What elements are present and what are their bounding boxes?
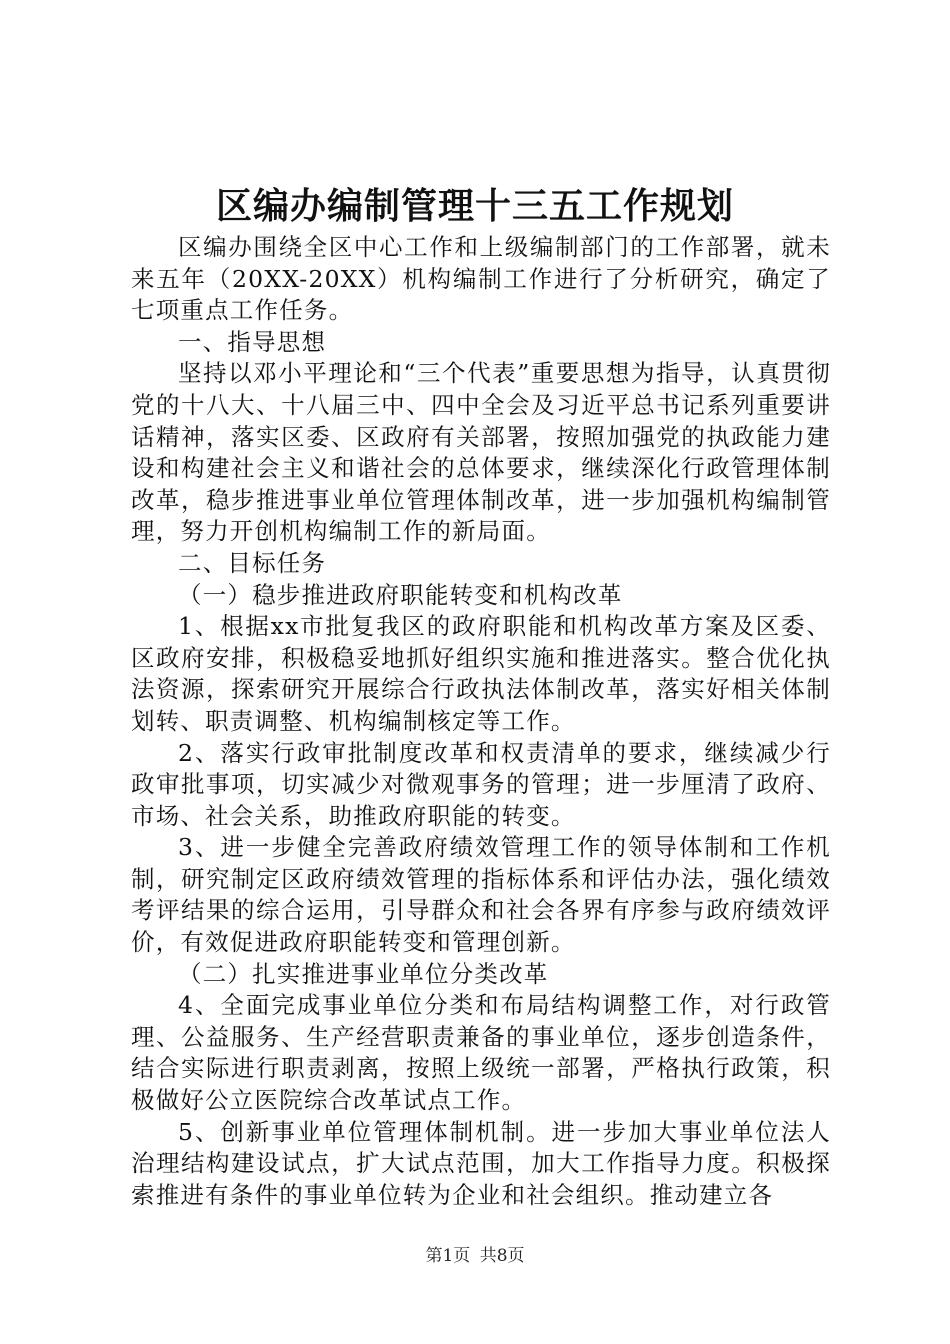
document-title: 区编办编制管理十三五工作规划 [215,185,734,227]
sub-heading-government-reform: （一）稳步推进政府职能转变和机构改革 [178,580,623,609]
task-paragraph-3: 3、进一步健全完善政府绩效管理工作的领导体制和工作机制，研究制定区政府绩效管理的指标体系和评估办法，强化绩效考评结果的综合运用，引导群众和社会各界有序参与政府绩效评价，有效促进政府职能转变和管理创新。 [131,833,831,957]
sub-heading-institution-reform: （二）扎实推进事业单位分类改革 [178,959,549,988]
task-paragraph-1: 1、根据xx市批复我区的政府职能和机构改革方案及区委、区政府安排，积极稳妥地抓好组织实施和推进落实。整合优化执法资源，探索研究开展综合行政执法体制改革，落实好相关体制划转、职责调整、机构编制核定等工作。 [131,612,831,735]
task-paragraph-5: 5、创新事业单位管理体制机制。进一步加大事业单位法人治理结构建设试点，扩大试点范围，加大工作指导力度。积极探索推进有条件的事业单位转为企业和社会组织。推动建立各 [131,1117,831,1209]
section-heading-guiding-ideology: 一、指导思想 [178,327,327,356]
task-paragraph-4: 4、全面完成事业单位分类和布局结构调整工作，对行政管理、公益服务、生产经营职责兼备的事业单位，逐步创造条件，结合实际进行职责剥离，按照上级统一部署，严格执行政策，积极做好公立医院综合改革试点工作。 [131,991,831,1115]
page-total: 共8页 [479,1246,525,1266]
task-paragraph-2: 2、落实行政审批制度改革和权责清单的要求，继续减少行政审批事项，切实减少对微观事务的管理；进一步厘清了政府、市场、社会关系，助推政府职能的转变。 [131,738,831,830]
guiding-ideology-paragraph: 坚持以邓小平理论和“三个代表”重要思想为指导，认真贯彻党的十八大、十八届三中、四中全会及习近平总书记系列重要讲话精神，落实区委、区政府有关部署，按照加强党的执政能力建设和构建社会主义和谐社会的总体要求，继续深化行政管理体制改革，稳步推进事业单位管理体制改革，进一步加强机构编制管理，努力开创机构编制工作的新局面。 [131,359,831,546]
page-footer [0,1244,950,1268]
section-heading-goals-tasks: 二、目标任务 [178,548,327,577]
intro-paragraph: 区编办围绕全区中心工作和上级编制部门的工作部署，就未来五年（20XX-20XX）机构编制工作进行了分析研究，确定了七项重点工作任务。 [131,233,831,325]
document-body [131,232,831,1211]
page-number: 第1页 [425,1246,471,1266]
